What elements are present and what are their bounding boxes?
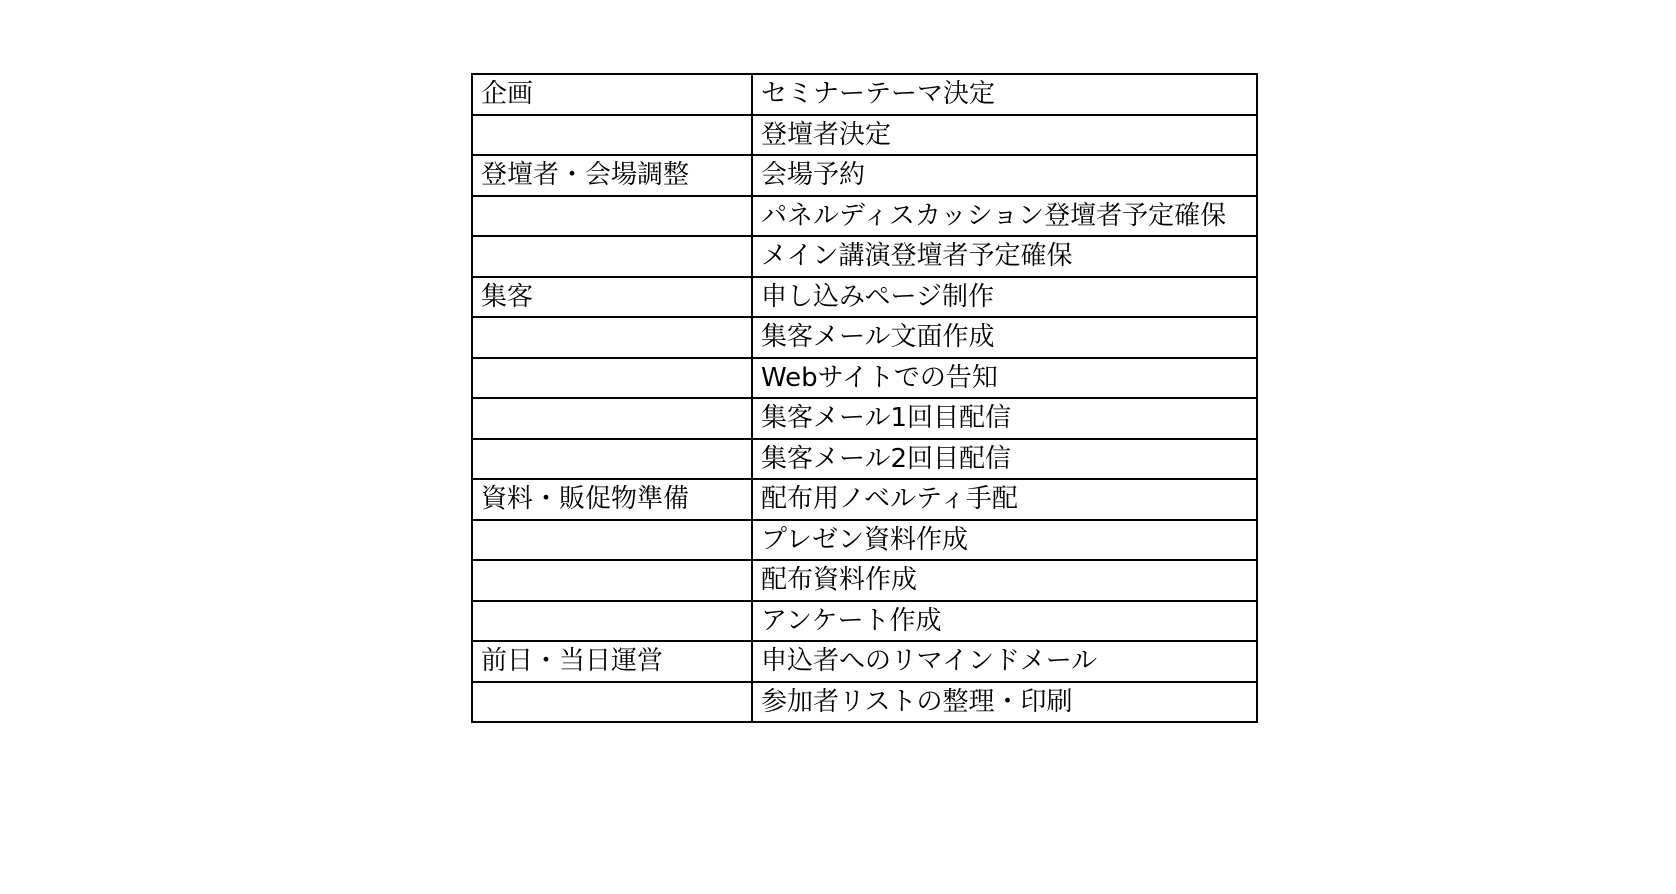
phase-cell bbox=[472, 601, 752, 642]
task-cell: Webサイトでの告知 bbox=[752, 358, 1257, 399]
seminar-task-table bbox=[471, 73, 1258, 723]
table-row bbox=[472, 155, 1257, 196]
table-row bbox=[472, 398, 1257, 439]
table-row bbox=[472, 641, 1257, 682]
task-cell: 配布用ノベルティ手配 bbox=[752, 479, 1257, 520]
task-cell: セミナーテーマ決定 bbox=[752, 74, 1257, 115]
task-cell: 申し込みページ制作 bbox=[752, 277, 1257, 318]
phase-cell bbox=[472, 196, 752, 237]
table-row bbox=[472, 196, 1257, 237]
task-cell: メイン講演登壇者予定確保 bbox=[752, 236, 1257, 277]
phase-cell: 集客 bbox=[472, 277, 752, 318]
table-row bbox=[472, 520, 1257, 561]
phase-cell: 資料・販促物準備 bbox=[472, 479, 752, 520]
task-cell: 集客メール文面作成 bbox=[752, 317, 1257, 358]
phase-cell: 登壇者・会場調整 bbox=[472, 155, 752, 196]
table-row bbox=[472, 74, 1257, 115]
phase-cell bbox=[472, 358, 752, 399]
table-row bbox=[472, 682, 1257, 723]
phase-cell bbox=[472, 560, 752, 601]
task-cell: 集客メール2回目配信 bbox=[752, 439, 1257, 480]
table-row bbox=[472, 439, 1257, 480]
phase-cell bbox=[472, 682, 752, 723]
table-row bbox=[472, 317, 1257, 358]
phase-cell bbox=[472, 115, 752, 156]
table-row bbox=[472, 479, 1257, 520]
task-cell: 申込者へのリマインドメール bbox=[752, 641, 1257, 682]
phase-cell bbox=[472, 439, 752, 480]
phase-cell bbox=[472, 317, 752, 358]
table-body bbox=[472, 74, 1257, 722]
table-row bbox=[472, 560, 1257, 601]
phase-cell bbox=[472, 520, 752, 561]
phase-cell: 前日・当日運営 bbox=[472, 641, 752, 682]
phase-cell bbox=[472, 236, 752, 277]
table-row bbox=[472, 601, 1257, 642]
task-cell: パネルディスカッション登壇者予定確保 bbox=[752, 196, 1257, 237]
table-row bbox=[472, 277, 1257, 318]
task-cell: 配布資料作成 bbox=[752, 560, 1257, 601]
table-row bbox=[472, 236, 1257, 277]
task-cell: 集客メール1回目配信 bbox=[752, 398, 1257, 439]
task-cell: アンケート作成 bbox=[752, 601, 1257, 642]
task-cell: 参加者リストの整理・印刷 bbox=[752, 682, 1257, 723]
task-cell: 登壇者決定 bbox=[752, 115, 1257, 156]
task-cell: プレゼン資料作成 bbox=[752, 520, 1257, 561]
phase-cell: 企画 bbox=[472, 74, 752, 115]
table-row bbox=[472, 115, 1257, 156]
table-row bbox=[472, 358, 1257, 399]
task-cell: 会場予約 bbox=[752, 155, 1257, 196]
phase-cell bbox=[472, 398, 752, 439]
